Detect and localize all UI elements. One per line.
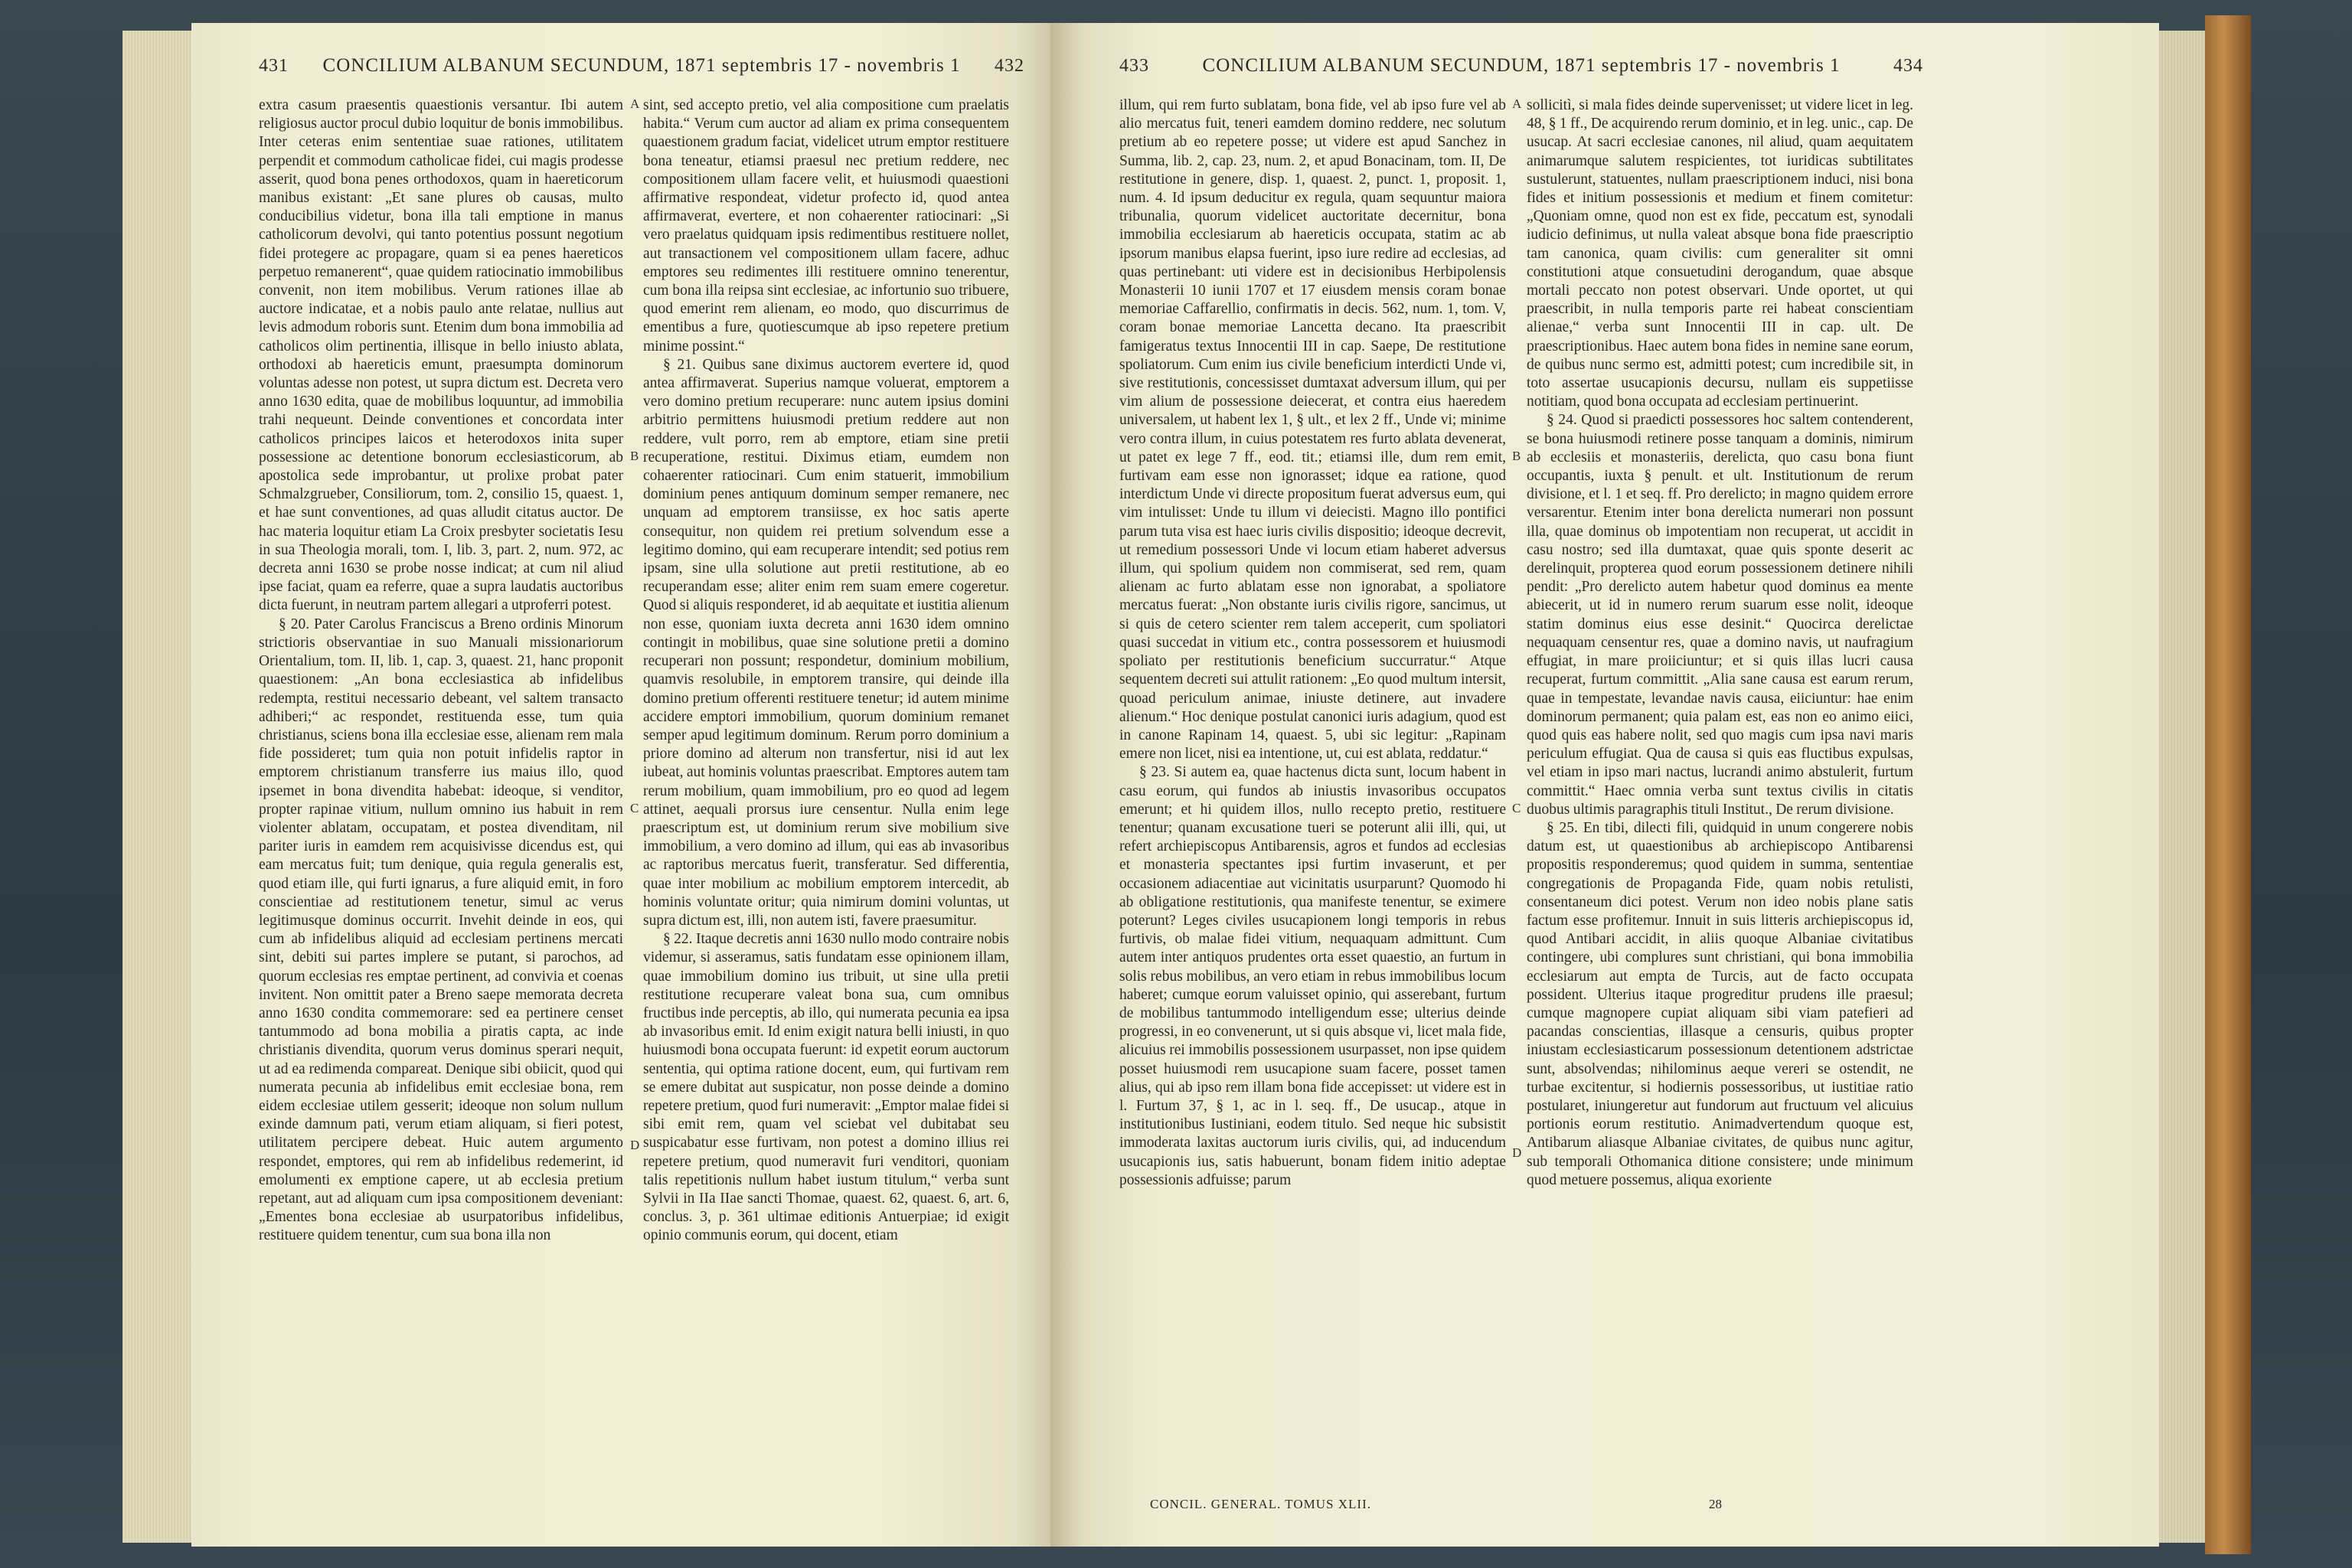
margin-letter-c: C — [1512, 801, 1521, 815]
volume-footer: CONCIL. GENERAL. TOMUS XLII. — [1150, 1497, 1371, 1511]
signature-mark: 28 — [1709, 1497, 1722, 1511]
paragraph-section-22: § 22. Itaque decretis anni 1630 nullo modo contraire nobis videmur, si asseramus, satis fundatam esse opinionem illam, quae immobilium domino ius tribuit, ut sine ulla pretii restitutione recuperare valeat bona sua, cum omnibus fructibus inde perceptis, ab illo, qui numerata pecunia ea ipsa ab invasoribus emit. Id enim exigit natura belli iniusti, in quo huiusmodi bona occupata fuerunt: id expetit eorum auctorum sententia, qui optima ratione docent, eum, qui furtivam rem se emere dubitat aut suspicatur, non posse deinde a domino repetere pretium, quod furi numeravit: „Emptor malae fidei si sibi emit rem, quam vel sciebat vel dubitabat seu suspicabatur esse furtivam, non potest a domino illius rei repetere pretium, quod numeravit furi venditori, quoniam talis repetitionis nullum habet iustum titulum,“ verba sunt Sylvii in IIa IIae sancti Thomae, quaest. 62, quaest. 6, art. 6, conclus. 3, p. 361 ultimae editionis Antuerpiae; id exigit opinio communis eorum, qui docent, etiam — [643, 931, 1009, 1244]
margin-letter-b: B — [630, 449, 639, 463]
paragraph: extra casum praesentis quaestionis versantur. Ibi autem religiosus auctor procul dubio loquitur de bonis immobilibus. Inter ceteras enim sententiae suae rationes, utilitatem perpendit et commodum catholicae fidei, cui magis prodesse asserit, quod bona penes orthodoxos, quam in haereticorum manibus existant: „Et sane plures ob causas, multo conducibilius videtur, bona illa tali emptione in manus catholicorum devolvi, qui tanto potentius possunt negotium fidei protegere ac propagare, quam si ea penes haereticos perpetuo remanerent“, quae quidem ratiocinatio immobilibus convenit, non item mobilibus. Verum rationes illae ab auctore indicatae, et a nobis paulo ante relatae, nullius aut levis admodum roboris sunt. Etenim dum bona immobilia ad catholicos olim pertinentia, illisque in bello iniusto ablata, orthodoxi ab haereticis emunt, praesumpta dominorum voluntas adesse non potest, ut supra dictum est. Decreta vero anno 1630 edita, quae de mobilibus loquuntur, ad immobilia trahi nequeunt. Deinde conventiones et concordata inter catholicos principes laicos et heterodoxos inita super possessione ac detentione bonorum ecclesiasticorum, ab apostolica sede improbantur, ut prolixe probat pater Schmalzgrueber, Consiliorum, tom. 2, consilio 15, quaest. 1, et hae sunt conventiones, ad quas alludit citatus auctor. De hac materia loquitur etiam La Croix presbyter societatis Iesu in sua Theologia morali, tom. I, lib. 3, part. 2, num. 972, ac decreta anni 1630 se probe nosse indicat; at cum nil aliud ipse faciat, quam ea referre, quae a supra laudatis auctoribus dicta fuerunt, in neutram partem allegari a utproferri potest. — [259, 97, 623, 614]
right-page-stack — [2158, 31, 2205, 1543]
running-title-left: CONCILIUM ALBANUM SECUNDUM, 1871 septembris 17 - novembris 1 — [322, 55, 961, 76]
running-title-right: CONCILIUM ALBANUM SECUNDUM, 1871 septembris 17 - novembris 1 — [1202, 55, 1841, 76]
margin-letter-a: A — [630, 96, 640, 111]
margin-letter-d: D — [1512, 1145, 1522, 1160]
right-page — [1050, 23, 2159, 1547]
margin-letter-c: C — [630, 801, 639, 815]
margin-letter-d: D — [630, 1138, 640, 1152]
margin-letter-a: A — [1512, 96, 1522, 111]
paragraph-section-20: § 20. Pater Carolus Franciscus a Breno ordinis Minorum strictioris observantiae in suo Manuali missionariorum Orientalium, tom. II, lib. 1, cap. 3, quaest. 21, hanc proponit quaestionem: „An bona ecclesiastica ab infidelibus redempta, restitui necessario debeant, vel saltem transacto adhiberi;“ ac respondet, restituenda esse, tum quia christianus, sciens bona illa ecclesiae esse, alienam rem mala fide possideret; tum quia non potuit infidelis raptor in emptorem christianum transferre ius maius illo, quod ipsemet in bona divendita habebat: ideoque, si venditor, propter rapinae vitium, nullum omnino ius habuit in rem violenter ablatam, occupatam, et postea divenditam, nil pariter iuris in eamdem rem acquisivisse dicendus est, qui eam mercatus fuit; tum denique, quia regula generalis est, quod etiam ille, qui furti ignarus, a fure aliquid emit, in foro conscientiae ad restitutionem tenetur, simul ac verus legitimusque dominus occurrit. Invehit deinde in eos, qui cum ab infidelibus aliquid ad ecclesiam pertinens mercati sint, debiti sui partes implere se putant, si parochos, ad quorum ecclesias res emptae pertinent, ad convivia et coenas invitent. Non omittit pater a Breno saepe memorata decreta anno 1630 condita commemorare: sed ea pertinere censet tantummodo ad bona mobilia a piratis capta, ac inde christianis divendita, quorum verus dominus sperari nequit, ut ad ea redimenda compareat. Denique sibi obiicit, quod qui numerata pecunia ab infidelibus emit ecclesiae bona, rem eidem ecclesiae utilem gesserit; ideoque non solum nullum exinde damnum pati, verum etiam aliquam, si fieri potest, utilitatem percipere debeat. Huic autem argumento respondet, emptores, qui rem ab infidelibus redemerint, id emolumenti ex emptione capere, ut ab ecclesia pretium repetant, aut ad aliquam cum ipsa compositionem deveniant: „Ementes bona ecclesiae ab usurpatoribus infidelibus, restituere quidem tenentur, cum sua bona illa non — [259, 616, 623, 1244]
book-cover-edge — [2205, 15, 2251, 1554]
margin-letter-b: B — [1512, 449, 1521, 463]
paragraph: sollicitì, si mala fides deinde supervenisset; ut videre licet in leg. 48, § 1 ff., De acquirendo rerum dominio, et in leg. unic., cap. De usucap. At sacri ecclesiae canones, nil aliud, quam aequitatem animarumque salutem respicientes, tot iuridicas subtilitates sustulerunt, statuentes, nullam praescriptionem induci, nisi bona fides et initium possessionis et medium et finem comitetur: „Quoniam omne, quod non est ex fide, peccatum est, synodali iudicio definimus, ut nulla valeat absque bona fide praescriptio tam canonica, quam civilis: cum generaliter sit omni constitutioni atque consuetudini derogandum, quae absque mortali peccato non potest observari. Unde oportet, ut qui praescribit, in nulla temporis parte rei habeat conscientiam alienae,“ verba sunt Innocentii III in cap. ult. De praescriptionibus. Haec autem bona fides in nemine sane eorum, de quibus nunc sermo est, admitti potest; cum incredibile sit, in toto assertae usucapionis decursu, nullam eis suppetiisse notitiam, quod bona occupata ad ecclesiam pertinuerint. — [1527, 97, 1913, 410]
left-page-stack — [122, 31, 193, 1543]
paragraph: illum, qui rem furto sublatam, bona fide, vel ab ipso fure vel ab alio mercatus fuit, teneri eamdem domino reddere, nec solutum pretium ab eo repetere posse; ut videre est apud Sanchez in Summa, lib. 2, cap. 23, num. 2, et apud Bonacinam, tom. II, De restitutione in genere, disp. 1, quaest. 2, punct. 1, proposit. 1, num. 4. Id ipsum deducitur ex regula, quam sequuntur maiora tribunalia, quorum videlicet auctoritate decernitur, bona immobilia ecclesiarum ab haereticis occupata, statim ac ab ipsorum manibus elapsa fuerint, ipso iure redire ad ecclesias, ad quas pertinebant: uti videre est in decisionibus Herbipolensis Monasterii 10 iunii 1707 et 17 eiusdem mensis coram bonae memoriae Caffarellio, confirmatis in decis. 562, num. 1, tom. V, coram bonae memoriae Lancetta decano. Ita praescribit famigeratus textus Innocentii III in cap. Saepe, De restitutione spoliatorum. Cum enim ius civile beneficium interdicti Unde vi, sive restitutionis, concessisset dumtaxat adversum illum, qui per vim alium de possessione deiecerat, et contra eius haeredem universalem, ut habent lex 1, § ult., et lex 2 ff., Unde vi; minime vero contra illum, in cuius potestatem res furto ablata devenerat, ut patet ex lege 7 ff., eod. tit.; etiamsi ille, dum rem emit, furtivam eam esse non ignorasset; idque ea ratione, quod interdictum Unde vi directe propositum fuerat adversus eum, qui vim intulisset: Unde tu illum vi deiecisti. Magno illo pontifici parum tuta visa est haec iuris civilis dispositio; ideoque decrevit, ut remedium possessori Unde vi locum etiam haberet adversus illum, qui spolium quidem non commiserat, sed rem, quam alienam ac furto ablatam esse non ignorabat, a spoliatore mercatus fuerat: „Non obstante iuris civilis rigore, sancimus, ut si quis de cetero scienter rem talem acceperit, cum spoliatori quasi succedat in vitium etc., contra possessorem et huiusmodi spoliato per restitutionis beneficium succurratur.“ Atque sequentem decreti sui attulit rationem: „Eo quod multum intersit, quoad periculum animae, iniuste detinere, aut invadere alienum.“ Hoc denique postulat canonici iuris adagium, quod est in canone Rapinam 14, quaest. 5, ubi sic legitur: „Rapinam emere non licet, nisi ea intentione, ut, cui est ablata, reddatur.“ — [1119, 97, 1506, 763]
page-number-434: 434 — [1893, 56, 1923, 76]
page-number-433: 433 — [1119, 56, 1149, 76]
left-page-column-1 — [259, 96, 623, 1498]
paragraph-section-25: § 25. En tibi, dilecti fili, quidquid in unum congerere nobis datum est, ut quaestionibus ab archiepiscopo Antibarensi propositis responderemus; quod quidem in summa, sententiae congregationis de Propaganda Fide, quam nobis retulisti, consentaneum dici potest. Verum non ideo nobis plane satis factum esse profitemur. Innuit in suis litteris archiepiscopus id, quod Antibari accidit, in aliis quoque Albaniae civitatibus contingere, ubi complures sunt christiani, qui bona immobilia ecclesiarum aut empta de Turcis, aut de facto occupata possident. Ulterius itaque progreditur prudens ille praesul; cumque magnopere cupiat aliquam sibi viam patefieri ad pacandas conscientias, illasque a censuris, quibus propter iniustam ecclesiasticarum possessionum detentionem adstrictae sunt, absolvendas; nihilominus aeque vereri se ostendit, ne turbae excitentur, si hodiernis possessoribus, ut iustitiae ratio postularet, iniungeretur aut fundorum aut fructuum vel alicuius portionis eorum restitutio. Animadvertendum quoque est, Antibarum aliasque Albaniae civitates, de quibus nunc agitur, sub temporali Othomanica ditione consistere; unde minimum quod metuere possemus, aliqua exoriente — [1527, 819, 1913, 1188]
paragraph-section-21: § 21. Quibus sane diximus auctorem evertere id, quod antea affirmaverat. Superius namque voluerat, emptorem a vero domino pretium recuperare: nunc autem ipsius domini arbitrio permittens huiusmodi pretium reddere aut non reddere, vult porro, rem ab emptore, etiam sine pretii recuperatione, restitui. Diximus etiam, eumdem non cohaerenter ratiocinari. Cum enim statuerit, immobilium dominium penes antiquum dominum semper remanere, nec unquam ad emptorem transiisse, ex hoc satis aperte consequitur, non quidem rei pretium solvendum esse a legitimo domino, qui eam recuperare intendit; sed potius rem ipsam, sine ulla solutione aut pretii restitutione, ab eo recuperandam esse; aliter enim rem suam emere cogeretur. Quod si aliquis responderet, id ab aequitate et iustitia alienum non esse, quoniam iuxta decreta anni 1630 idem omnino contingit in mobilibus, quae sine solutione pretii a domino recuperari non possunt; respondetur, dominium mobilium, quamvis resolubile, in emptorem transire, qui deinde illa domino pretium offerenti restituere tenetur; id autem minime accidere emptori immobilium, quorum dominium remanet semper apud legitimum dominum. Rerum porro dominium a priore domino ad alterum non transfertur, nisi id aut lex iubeat, aut hominis voluntas praescribat. Emptores autem tam rerum mobilium, quam immobilium, pro eo quod ad legem attinet, aequali prorsus iure censentur. Nulla enim lege praescriptum est, ut dominium rerum sive mobilium sive immobilium, a vero domino ad illum, qui eas ab invasoribus ac raptoribus mercatus fuerit, transferatur. Sed differentia, quae inter mobilium ac mobilium emptorem intercedit, ab hominis voluntate oritur; quia nimirum domini voluntas, ut supra dictum est, illi, non autem isti, favere praesumitur. — [643, 356, 1009, 929]
page-number-431: 431 — [259, 56, 289, 76]
left-page-header — [259, 55, 1024, 77]
right-page-header — [1119, 55, 1923, 77]
paragraph: sint, sed accepto pretio, vel alia compositione cum praelatis habita.“ Verum cum auctor ad aliam ex prima consequentem quaestionem gradum faciat, videlicet utrum emptor restituere bona teneatur, etiamsi praesul nec pretium reddere, nec compositionem ullam facere velit, et huiusmodi quaestioni affirmative respondeat, videtur profecto id, quod antea affirmaverat, evertere, et non cohaerenter ratiocinari: „Si vero praelatus quidquam ipsis redimentibus restituere nollet, aut transactionem vel compositionem ullam facere, adhuc emptores seu redimentes illi restituere omnino tenerentur, cum bona illa reipsa sint ecclesiae, ac infortunio suo tribuere, quod emerint rem alienam, eo modo, quo discurrimus de ementibus a fure, quotiescumque ab ipso repetere pretium minime possint.“ — [643, 97, 1009, 354]
paragraph-section-23: § 23. Si autem ea, quae hactenus dicta sunt, locum habent in casu eorum, qui fundos ab iniustis invasoribus occupatos emerunt; et hi quidem illos, nullo recepto pretio, restituere tenentur; quanam excusatione tueri se poterunt alii illi, qui, ut refert archiepiscopus Antibarensis, agros et fundos ad ecclesias et monasteria spectantes ipsi furtim invaserunt, et per occasionem adiacentiae aut vicinitatis usurparunt? Quomodo hi ab obligatione restitutionis, qua manifeste tenentur, se eximere poterunt? Leges civiles usucapionem longi temporis in rebus furtivis, ob malae fidei vitium, nequaquam admittunt. Cum autem inter antiquos prudentes orta esset quaestio, an furtum in solis rebus mobilibus, an vero etiam in rebus immobilibus locum haberet; cumque eorum valuisset opinio, qui asserebant, furtum de mobilibus tantummodo intelligendum esse; ulterius deinde progressi, in eo convenerunt, ut si quis absque vi, licet mala fide, alicuius rei immobilis possessionem usurpasset, non ipse quidem posset huiusmodi rem usucapione suam facere, posset tamen alius, qui ab ipso rem illam bona fide accepisset: ut videre est in l. Furtum 37, § 1, ac in l. seq. ff., De usucap., atque in institutionibus Iustiniani, eodem titulo. Sed neque hic subsistit immoderata laxitas auctorum iuris civilis, qui, ad inducendum usucapionis ius, satis habuerunt, bonam fidem initio adeptae possessionis adfuisse; parum — [1119, 764, 1506, 1188]
paragraph-section-24: § 24. Quod si praedicti possessores hoc saltem contenderent, se bona huiusmodi retinere posse tanquam a dominis, nimirum ab ecclesiis et monasteriis, derelicta, quo casu bona fiunt occupantis, iuxta § penult. et ult. Institutionum de rerum divisione, et l. 1 et seq. ff. Pro derelicto; in magno quidem errore versarentur. Etenim inter bona derelicta numerari non possunt illa, quae dominus ob impotentiam non recuperat, ut accidit in casu nostro; sed illa dumtaxat, quae quis sponte deserit ac derelinquit, propterea quod eorum possessionem detinere nihili pendit: „Pro derelicto autem habetur quod dominus ea mente abiecerit, ut id in numero rerum suarum esse nolit, ideoque statim dominus eius esse desinit.“ Quocirca derelictae nequaquam censentur res, quae a domino navis, ut naufragium effugiat, in mare proiiciuntur; et si quis illas lucri causa recuperat, furtum committit. „Alia sane causa est earum rerum, quae in tempestate, levandae navis causa, eiiciuntur: hae enim dominorum permanent; quia palam est, eas non eo animo eiici, quod quis eas habere nolit, sed quo magis cum ipsa navi maris periculum effugiat. Qua de causa si quis eas fluctibus expulsas, vel etiam in ipso mari nactus, lucrandi animo abstulerit, furtum committit.“ Haec omnia verba sunt textus civilis in citatis duobus ultimis paragraphis tituli Institut., De rerum divisione. — [1527, 412, 1913, 818]
page-number-432: 432 — [995, 56, 1024, 76]
left-page-column-2 — [643, 96, 1009, 1498]
left-page — [191, 23, 1050, 1547]
right-page-column-2 — [1527, 96, 1913, 1498]
right-page-column-1 — [1119, 96, 1506, 1498]
